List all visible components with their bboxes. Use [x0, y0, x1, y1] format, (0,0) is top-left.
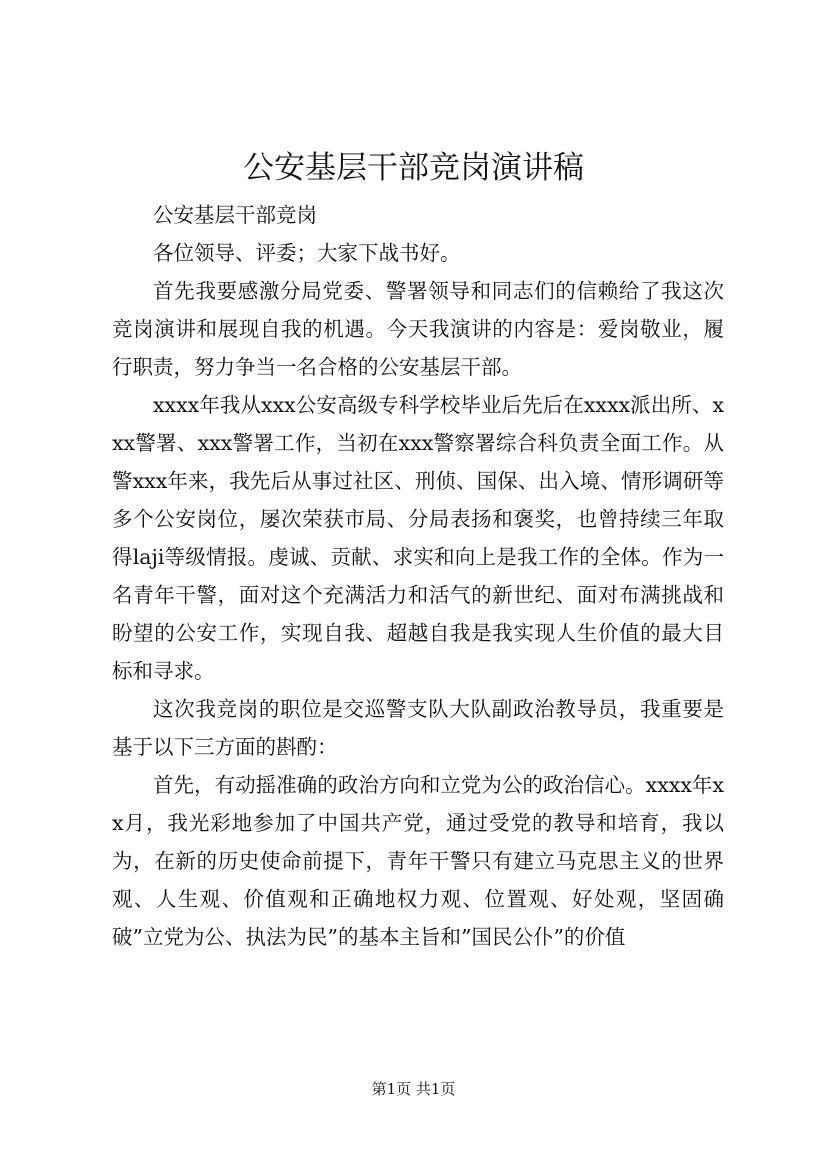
paragraph-subtitle: 公安基层干部竞岗: [153, 203, 317, 227]
document-body: [112, 196, 724, 956]
paragraph-greeting: 各位领导、评委；大家下战书好。: [153, 241, 461, 265]
document-title: 公安基层干部竞岗演讲稿: [243, 150, 584, 186]
paragraph-position: 这次我竞岗的职位是交巡警支队大队副政治教导员，我重要是基于以下三方面的斟酌：: [112, 697, 724, 759]
paragraph-background: xxxx年我从xxx公安高级专科学校毕业后先后在xxxx派出所、xxx警署、xxx警署工作，当初在xxx警察署综合科负责全面工作。从警xxx年来，我先后从事过社区、刑侦、国保、出入境、情形调研等多个公安岗位，屡次荣获市局、分局表扬和褒奖，也曾持续三年取得laji等级情报。虔诚、贡献、求实和向上是我工作的全体。作为一名青年干警，面对这个充满活力和活气的新世纪、面对布满挑战和盼望的公安工作，实现自我、超越自我是我实现人生价值的最大目标和寻求。: [112, 393, 724, 683]
paragraph-thanks: 首先我要感激分局党委、警署领导和同志们的信赖给了我这次竞岗演讲和展现自我的机遇。今天我演讲的内容是：爱岗敬业，履行职责，努力争当一名合格的公安基层干部。: [112, 279, 724, 379]
page-footer: 第1页 共1页: [371, 1080, 456, 1098]
paragraph-first-point: 首先，有动摇准确的政治方向和立党为公的政治信心。xxxx年xx月，我光彩地参加了中国共产党，通过受党的教导和培育，我以为，在新的历史使命前提下，青年干警只有建立马克思主义的世界观、人生观、价值观和正确地权力观、位置观、好处观，坚固确破”立党为公、执法为民”的基本主旨和”国民公仆”的价值: [112, 773, 724, 949]
